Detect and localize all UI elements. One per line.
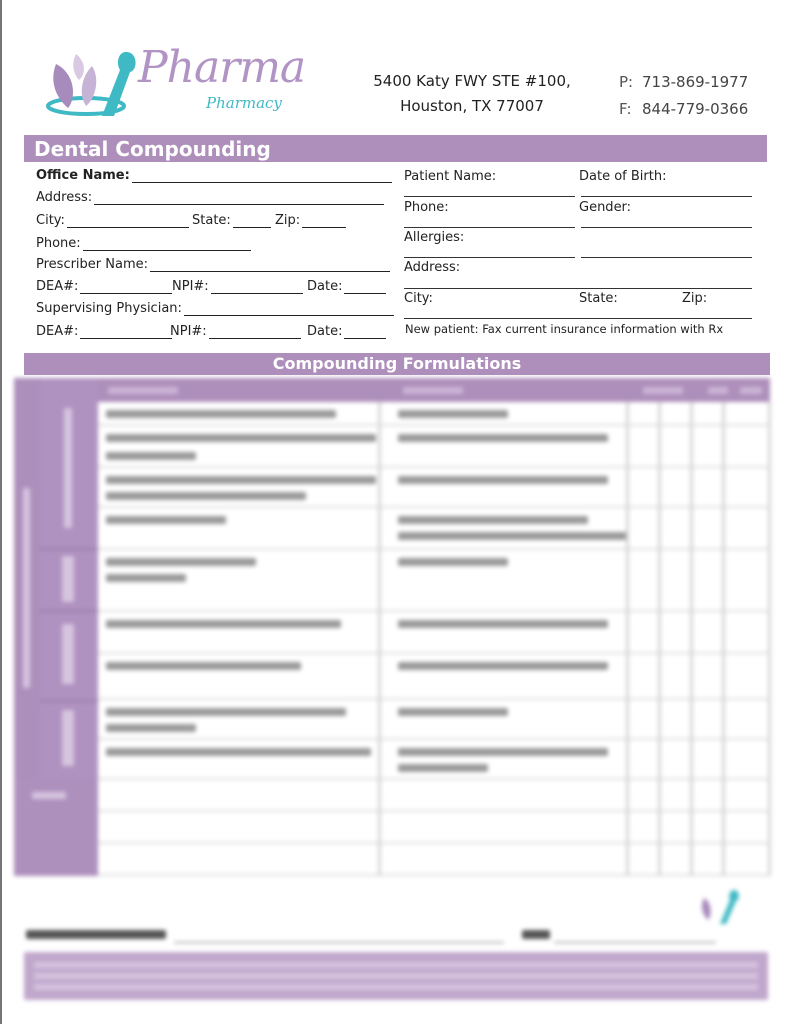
gender-label: Gender: — [579, 200, 632, 215]
logo-wordmark: Pharma — [138, 42, 306, 93]
supervisor-date-field[interactable]: Date: — [307, 324, 386, 339]
footer-disclaimer — [24, 952, 768, 1000]
prescriber-dea-field[interactable]: DEA#: — [36, 279, 172, 294]
supervisor-npi-field[interactable]: NPI#: — [170, 324, 301, 339]
logo-subtitle: Pharmacy — [206, 94, 282, 112]
table-category-column — [40, 378, 98, 778]
pharmacy-contact — [619, 69, 748, 123]
prescriber-npi-field[interactable]: NPI#: — [172, 279, 303, 294]
table-row[interactable] — [98, 508, 770, 550]
formulations-table — [14, 378, 772, 878]
office-city-field[interactable]: City: — [36, 213, 189, 228]
allergies-label: Allergies: — [404, 230, 465, 245]
allergies-input[interactable] — [404, 257, 575, 258]
phone-number: 713-869-1977 — [642, 73, 749, 91]
office-state-field[interactable]: State: — [192, 213, 271, 228]
table-row-blank[interactable] — [98, 780, 770, 812]
patient-address-label: Address: — [404, 260, 461, 275]
table-row[interactable] — [98, 402, 770, 426]
signature-date-line[interactable] — [554, 942, 716, 943]
allergies-input-2[interactable] — [581, 257, 752, 258]
patient-state-label: State: — [579, 291, 618, 306]
signature-date-label — [522, 930, 550, 939]
table-row[interactable] — [98, 550, 770, 612]
patient-name-label: Patient Name: — [404, 169, 497, 184]
table-custom-section — [14, 778, 98, 876]
date-of-birth-label: Date of Birth: — [579, 169, 667, 184]
gender-input[interactable] — [581, 227, 752, 228]
prescriber-signature-row[interactable] — [26, 928, 726, 948]
patient-phone-input[interactable] — [404, 227, 575, 228]
patient-phone-label: Phone: — [404, 200, 449, 215]
address-line2: Houston, TX 77007 — [400, 97, 544, 115]
prescriber-signature-label — [26, 930, 166, 939]
office-name-field[interactable]: Office Name: — [36, 168, 392, 183]
table-row[interactable] — [98, 740, 770, 780]
office-zip-field[interactable]: Zip: — [275, 213, 346, 228]
compounding-formulations-title: Compounding Formulations — [24, 353, 770, 375]
phone-label: P: — [619, 73, 634, 91]
table-header-row — [98, 378, 770, 402]
table-row[interactable] — [98, 612, 770, 654]
date-of-birth-input[interactable] — [581, 196, 752, 197]
fax-label: F: — [619, 100, 632, 118]
supervisor-dea-field[interactable]: DEA#: — [36, 324, 172, 339]
fax-number: 844-779-0366 — [642, 100, 749, 118]
table-row[interactable] — [98, 468, 770, 508]
patient-city-label: City: — [404, 291, 433, 306]
mortar-pestle-leaves-icon — [46, 44, 146, 126]
patient-name-input[interactable] — [404, 196, 575, 197]
table-row[interactable] — [98, 700, 770, 740]
table-row[interactable] — [98, 426, 770, 468]
patient-address-input[interactable] — [404, 288, 752, 289]
patient-zip-label: Zip: — [682, 291, 708, 306]
supervising-physician-field[interactable]: Supervising Physician: — [36, 301, 394, 316]
dental-compounding-title: Dental Compounding — [24, 135, 767, 162]
patient-city-state-zip-input[interactable] — [404, 318, 752, 319]
prescriber-date-field[interactable]: Date: — [307, 279, 386, 294]
table-row[interactable] — [98, 654, 770, 700]
table-row-blank[interactable] — [98, 844, 770, 876]
prescriber-name-field[interactable]: Prescriber Name: — [36, 257, 390, 272]
table-row-blank[interactable] — [98, 812, 770, 844]
prescriber-signature-line[interactable] — [174, 942, 504, 943]
page-edge — [0, 0, 2, 1024]
pharma-logo — [46, 42, 306, 126]
mini-logo-icon — [696, 888, 742, 928]
office-address-field[interactable]: Address: — [36, 190, 384, 205]
address-line1: 5400 Katy FWY STE #100, — [373, 72, 571, 90]
pharmacy-address — [372, 69, 572, 119]
new-patient-note: New patient: Fax current insurance information with Rx — [405, 322, 724, 336]
office-phone-field[interactable]: Phone: — [36, 236, 251, 251]
